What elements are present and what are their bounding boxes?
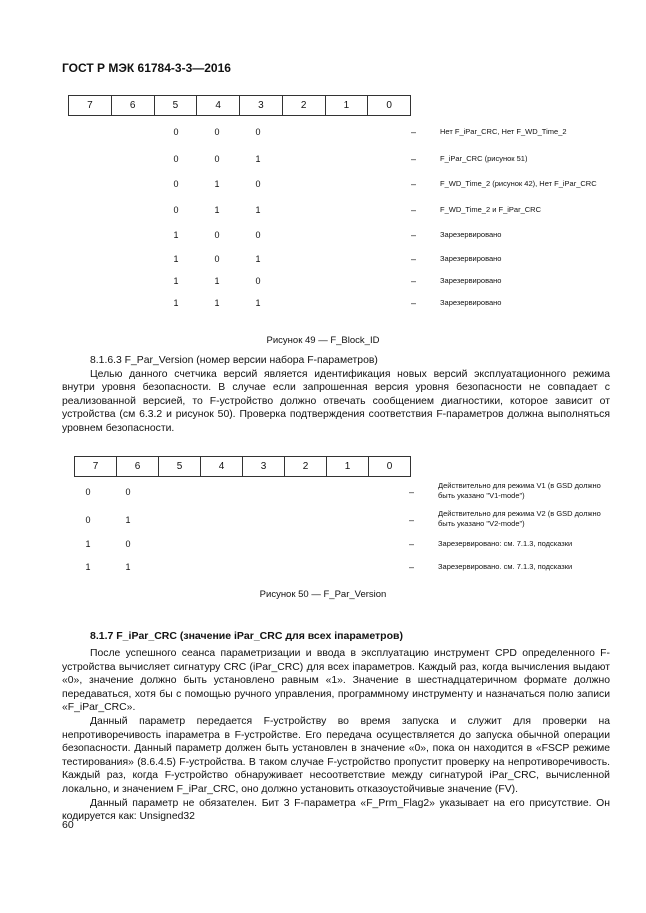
bit-value: 1 [85, 562, 91, 572]
bit-value: 1 [255, 205, 261, 215]
bit-cell: 0 [369, 457, 411, 477]
row-description [438, 509, 601, 529]
bit-value: 0 [214, 154, 220, 164]
row-dash: – [411, 230, 417, 240]
section-817-p1: После успешного сеанса параметризации и ввода в эксплуатацию инструмент CPD определенного F-устройства вычисляет сигнатуру CRC (iPar_CRC) для всех iпараметров. Каждый раз, когда вычисления выдают «0», значение должно быть установлено равным «1». Значение в шестнадцатеричном формате должно передаваться, хотя бы с помощью ручного управления, программному инструменту и назначаться полю записи «F_iPar_CRC». [62, 648, 610, 714]
bit-value: 1 [255, 154, 261, 164]
row-description: Зарезервировано [440, 298, 502, 307]
row-description: F_WD_Time_2 и F_iPar_CRC [440, 205, 542, 214]
row-dash: – [411, 276, 417, 286]
section-817-body [62, 647, 610, 824]
bit-cell: 5 [159, 457, 201, 477]
bit-value: 0 [125, 539, 131, 549]
row-dash: – [411, 205, 417, 215]
bit-value: 0 [255, 230, 261, 240]
bit-value: 0 [214, 254, 220, 264]
bit-value: 0 [173, 154, 179, 164]
row-dash: – [409, 487, 415, 497]
row-description: Зарезервировано [440, 276, 502, 285]
bit-cell: 7 [75, 457, 117, 477]
bit-value: 0 [173, 205, 179, 215]
section-8163-text: Целью данного счетчика версий является идентификация новых версий эксплуатационного режима внутри уровня безопасности. В случае если запрошенная версия уровня безопасности не совпадает с реализованной версией, то F-устройство должно отвечать сообщением диагностики, которое зависит от устройства (см 6.3.2 и рисунок 50). Проверка подтверждения соответствия F-параметров должна выполняться уровнем безопасности. [62, 368, 610, 434]
row-description-line1: Действительно для режима V1 (в GSD должно [438, 481, 601, 490]
row-dash: – [411, 127, 417, 137]
row-dash: – [411, 179, 417, 189]
section-8163-heading: 8.1.6.3 F_Par_Version (номер версии набора F-параметров) [90, 355, 378, 366]
bit-cell: 3 [240, 96, 283, 116]
row-description [438, 539, 572, 549]
row-description: Нет F_iPar_CRC, Нет F_WD_Time_2 [440, 127, 567, 136]
bit-cell: 6 [117, 457, 159, 477]
bit-value: 1 [173, 230, 179, 240]
bit-cell: 2 [285, 457, 327, 477]
bit-cell: 1 [327, 457, 369, 477]
section-817-p3: Данный параметр не обязателен. Бит 3 F-параметра «F_Prm_Flag2» указывает на его присутствие. Он кодируется как: Unsigned32 [62, 797, 610, 823]
section-8163 [62, 354, 610, 436]
bit-value: 0 [255, 127, 261, 137]
bit-value: 1 [214, 179, 220, 189]
bit-value: 1 [173, 254, 179, 264]
bit-value: 1 [214, 205, 220, 215]
bit-cell: 5 [154, 96, 197, 116]
bit-value: 1 [85, 539, 91, 549]
document-header: ГОСТ Р МЭК 61784-3-3—2016 [62, 61, 231, 75]
row-description: Зарезервировано [440, 230, 502, 239]
row-description: F_iPar_CRC (рисунок 51) [440, 154, 528, 163]
bit-cell: 7 [69, 96, 112, 116]
row-description-line1: Действительно для режима V2 (в GSD должно [438, 509, 601, 518]
bit-cell: 1 [325, 96, 368, 116]
row-description: Зарезервировано [440, 254, 502, 263]
bit-value: 1 [173, 298, 179, 308]
bit-table-figure50 [74, 456, 411, 477]
row-dash: – [409, 539, 415, 549]
bit-value: 0 [173, 179, 179, 189]
bit-value: 1 [173, 276, 179, 286]
row-description-line2: быть указано "V1-mode") [438, 491, 525, 500]
row-dash: – [411, 254, 417, 264]
bit-cell: 4 [197, 96, 240, 116]
bit-cell: 2 [282, 96, 325, 116]
section-817-p2: Данный параметр передается F-устройству во время запуска и служит для проверки на непротиворечивость iпараметра в F-устройстве. Его передача осуществляется до запуска обычной операции безопасности. Данный параметр должен быть установлен в значение «0», пока он находится в «FSCP режиме тестирования» (8.6.4.5) F-устройства. В таком случае F-устройство пропустит проверку на непротиворечивость. Каждый раз, когда F-устройство обнаруживает несоответствие между сигнатурой iPar_CRC, вычисленной локально, и значением F_iPar_CRC, оно должно установить отказоустойчивые значение (FV). [62, 715, 610, 795]
bit-value: 0 [85, 487, 91, 497]
row-description-line1: Зарезервировано: см. 7.1.3, подсказки [438, 539, 573, 548]
bit-value: 1 [214, 276, 220, 286]
bit-value: 0 [173, 127, 179, 137]
bit-value: 0 [125, 487, 131, 497]
bit-value: 0 [214, 230, 220, 240]
row-description: F_WD_Time_2 (рисунок 42), Нет F_iPar_CRC [440, 179, 597, 188]
row-dash: – [411, 298, 417, 308]
row-description-line1: Зарезервировано. см. 7.1.3, подсказки [438, 562, 573, 571]
bit-value: 1 [255, 254, 261, 264]
figure49-caption: Рисунок 49 — F_Block_ID [266, 335, 380, 346]
row-dash: – [411, 154, 417, 164]
bit-value: 0 [85, 515, 91, 525]
row-dash: – [409, 562, 415, 572]
bit-table-figure49 [68, 95, 411, 116]
bit-cell: 0 [368, 96, 411, 116]
row-description [438, 562, 572, 572]
bit-cell: 4 [201, 457, 243, 477]
figure50-caption: Рисунок 50 — F_Par_Version [259, 589, 387, 600]
section-817-heading: 8.1.7 F_iPar_CRC (значение iPar_CRC для всех iпараметров) [90, 630, 403, 642]
row-description-line2: быть указано "V2-mode") [438, 519, 525, 528]
row-description [438, 481, 601, 501]
bit-value: 1 [125, 515, 131, 525]
bit-value: 1 [255, 298, 261, 308]
bit-value: 0 [214, 127, 220, 137]
bit-value: 1 [214, 298, 220, 308]
page-number: 60 [62, 819, 74, 831]
bit-cell: 6 [111, 96, 154, 116]
row-dash: – [409, 515, 415, 525]
bit-cell: 3 [243, 457, 285, 477]
bit-value: 1 [125, 562, 131, 572]
bit-value: 0 [255, 276, 261, 286]
bit-value: 0 [255, 179, 261, 189]
